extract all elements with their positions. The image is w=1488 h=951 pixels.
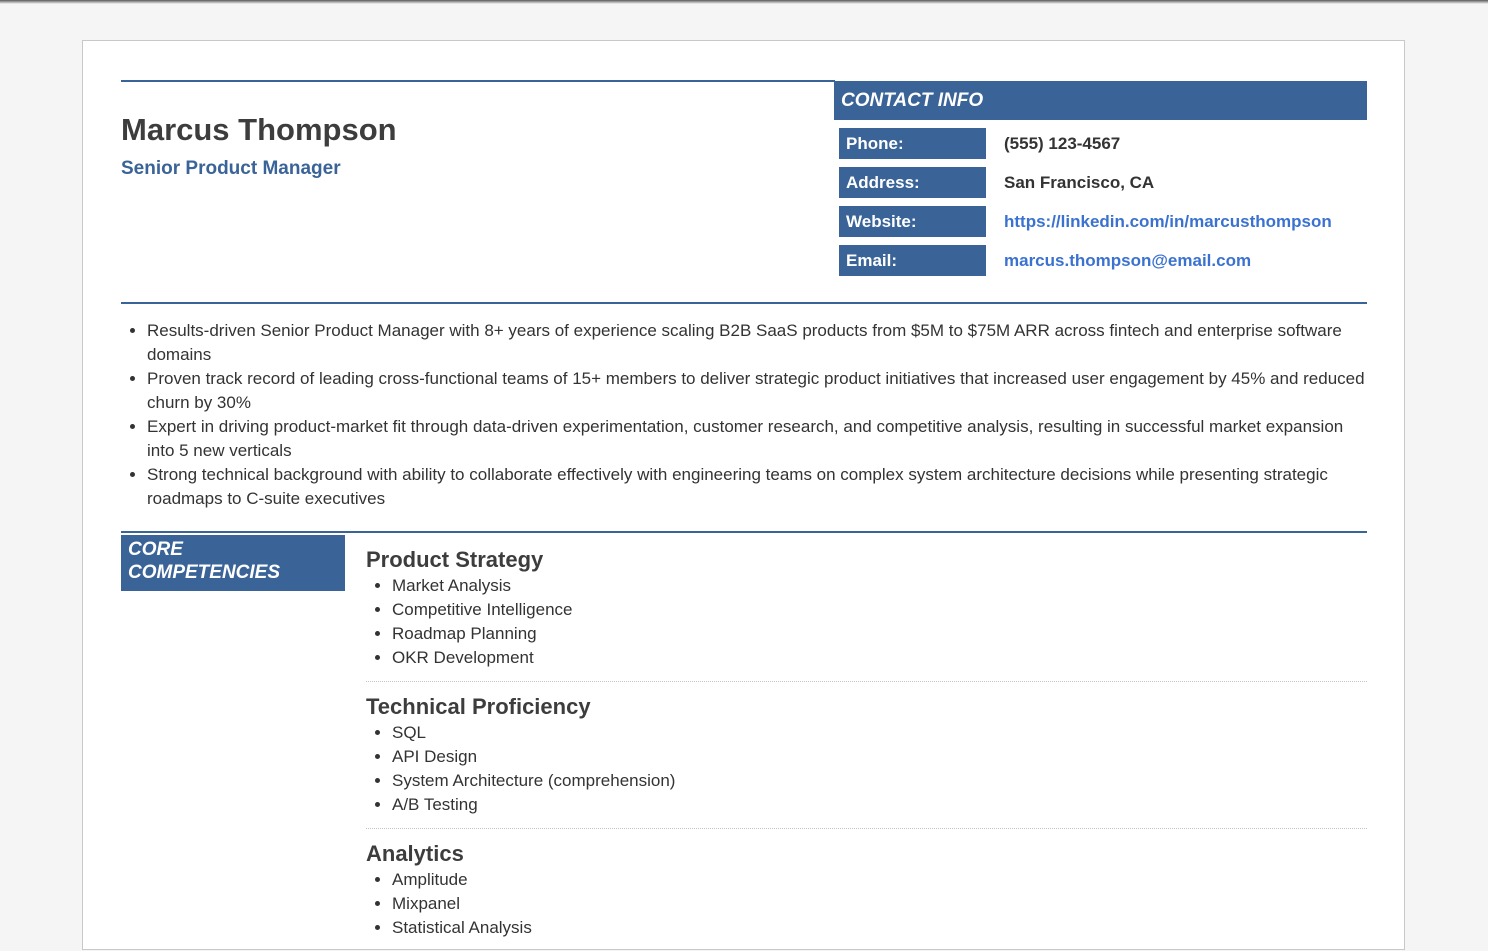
window-top-shadow (0, 0, 1488, 4)
email-link[interactable]: marcus.thompson@email.com (1004, 251, 1252, 270)
skill-item: • Mixpanel (392, 892, 1367, 916)
skill-list (366, 868, 1367, 940)
summary-item: • Expert in driving product-market fit through data-driven experimentation, customer research, and competitive analysis, resulting in successful market expansion into 5 new verticals (147, 415, 1367, 463)
resume-page (82, 40, 1405, 950)
summary-section (121, 304, 1367, 531)
skill-group-title: Product Strategy (366, 547, 544, 572)
candidate-name: Marcus Thompson (121, 112, 397, 147)
skill-item: • Competitive Intelligence (392, 598, 1367, 622)
summary-list (121, 319, 1367, 511)
skill-groups (366, 535, 1367, 951)
skill-item: • A/B Testing (392, 793, 1367, 817)
skill-group-product-strategy (366, 535, 1367, 682)
skill-item: • System Architecture (comprehension) (392, 769, 1367, 793)
skill-item: • SQL (392, 721, 1367, 745)
core-competencies-heading: CORE COMPETENCIES (121, 535, 345, 591)
skill-list (366, 721, 1367, 817)
skill-item: • Statistical Analysis (392, 916, 1367, 940)
contact-info-heading: CONTACT INFO (834, 81, 1367, 120)
contact-label-website: Website: (839, 206, 986, 237)
candidate-title: Senior Product Manager (121, 158, 341, 179)
summary-item: • Strong technical background with ability to collaborate effectively with engineering teams on complex system architecture decisions while presenting strategic roadmaps to C-suite executives (147, 463, 1367, 511)
skill-group-technical-proficiency (366, 682, 1367, 829)
contact-label-email: Email: (839, 245, 986, 276)
contact-row-address (834, 167, 1367, 198)
contact-info-panel (834, 81, 1367, 276)
website-link[interactable]: https://linkedin.com/in/marcusthompson (1004, 212, 1332, 231)
header-rule (121, 80, 835, 82)
skill-group-title: Technical Proficiency (366, 694, 591, 719)
resume-header (121, 80, 1367, 302)
contact-row-email (834, 245, 1367, 276)
summary-item: • Proven track record of leading cross-functional teams of 15+ members to deliver strategic product initiatives that increased user engagement by 45% and reduced churn by 30% (147, 367, 1367, 415)
resume-content (121, 80, 1367, 937)
skill-list (366, 574, 1367, 670)
skill-item: • Roadmap Planning (392, 622, 1367, 646)
skill-item: • Amplitude (392, 868, 1367, 892)
skill-item: • OKR Development (392, 646, 1367, 670)
skill-item: • Market Analysis (392, 574, 1367, 598)
contact-value-phone: (555) 123-4567 (1004, 134, 1121, 153)
summary-item: • Results-driven Senior Product Manager with 8+ years of experience scaling B2B SaaS products from $5M to $75M ARR across fintech and enterprise software domains (147, 319, 1367, 367)
competencies-rule (121, 531, 1367, 533)
contact-label-address: Address: (839, 167, 986, 198)
contact-row-website (834, 206, 1367, 237)
skill-item: • API Design (392, 745, 1367, 769)
contact-row-phone (834, 128, 1367, 159)
contact-value-address: San Francisco, CA (1004, 173, 1155, 192)
skill-group-title: Analytics (366, 841, 464, 866)
contact-label-phone: Phone: (839, 128, 986, 159)
